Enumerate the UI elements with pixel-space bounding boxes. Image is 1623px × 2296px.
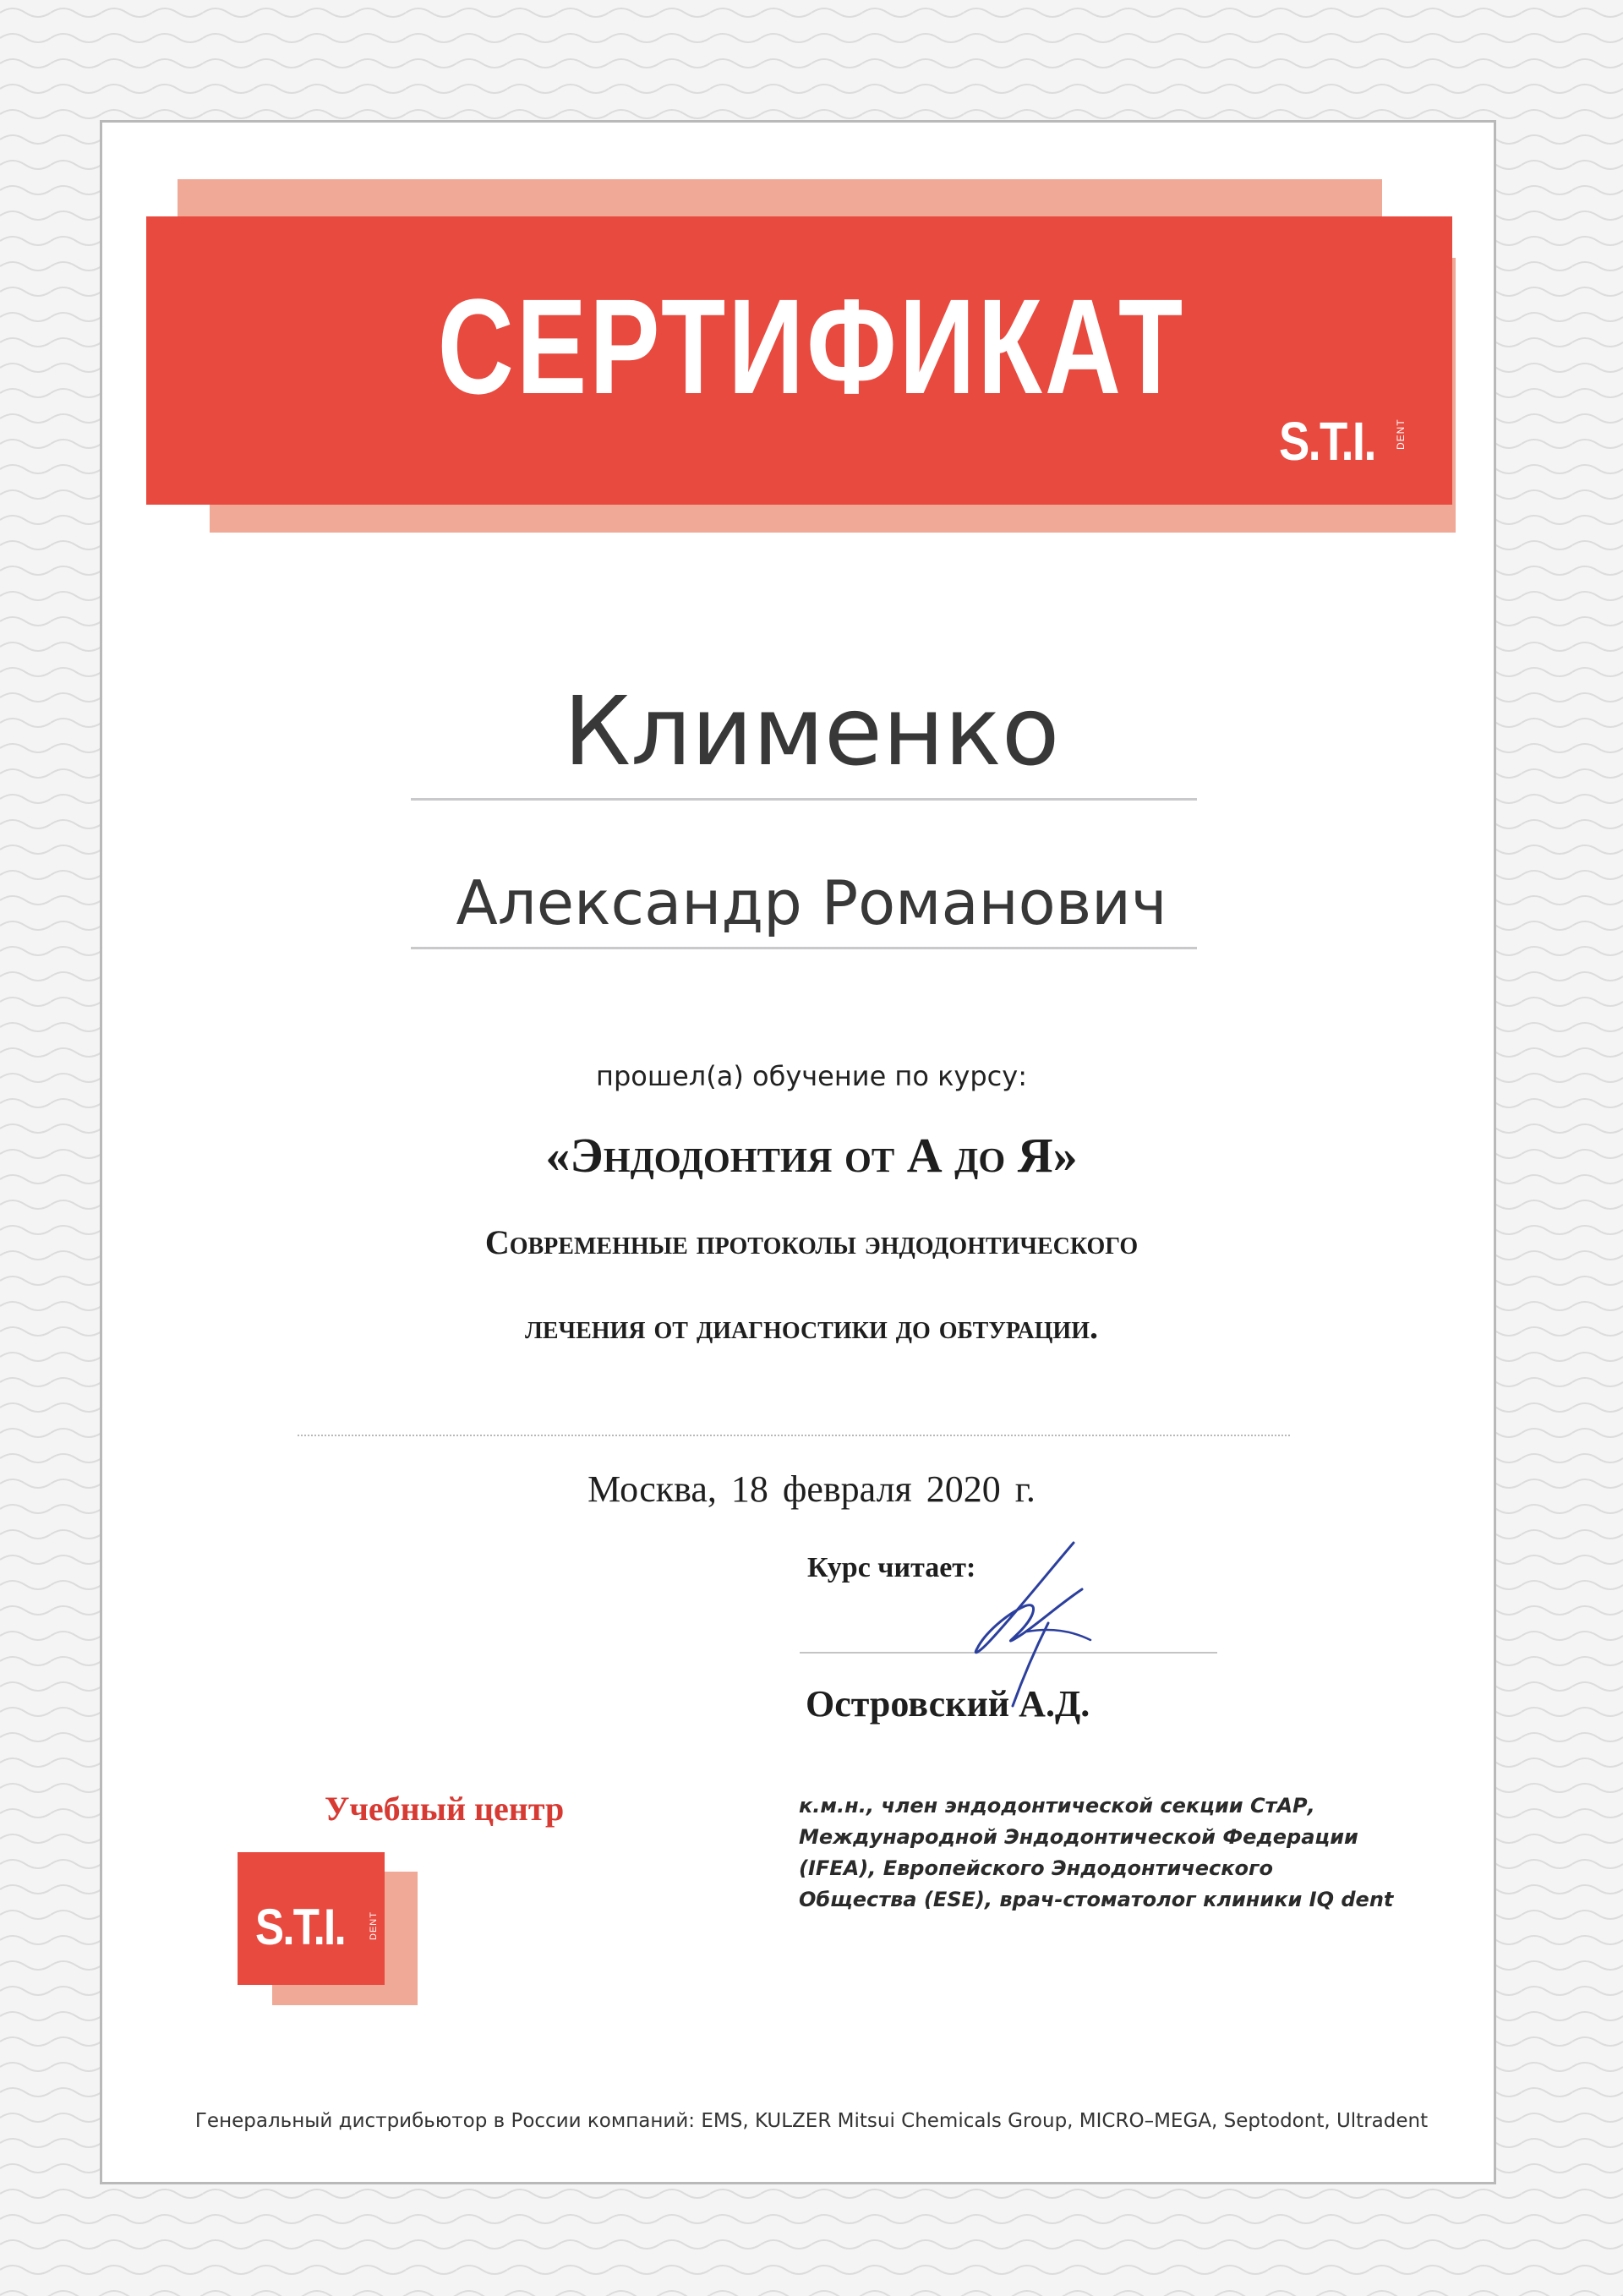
lecturer-name: Островский А.Д. — [806, 1683, 1090, 1725]
banner-logo-dent: DENT — [1395, 418, 1407, 450]
lecturer-label: Курс читает: — [807, 1552, 976, 1583]
credentials-line: к.м.н., член эндодонтической секции СтАР, — [799, 1794, 1315, 1818]
first-names-underline — [411, 947, 1197, 949]
credentials-line: (IFEA), Европейского Эндодонтического — [799, 1856, 1274, 1880]
course-divider — [298, 1435, 1290, 1436]
course-title: «Эндодонтия от А до Я» — [545, 1128, 1078, 1183]
course-intro: прошел(а) обучение по курсу: — [596, 1060, 1027, 1092]
banner-logo: S.T.I. — [1279, 411, 1375, 472]
center-logo-dent: DENT — [369, 1911, 379, 1940]
recipient-last-name: Клименко — [563, 677, 1060, 787]
course-subtitle-line2: лечения от диагностики до обтурации. — [524, 1308, 1098, 1346]
place-and-date: Москва, 18 февраля 2020 г. — [587, 1468, 1036, 1510]
training-center-label: Учебный центр — [325, 1790, 565, 1828]
certificate-title: СЕРТИФИКАТ — [437, 271, 1186, 422]
credentials-line: Международной Эндодонтической Федерации — [799, 1825, 1358, 1849]
course-subtitle-line1: Современные протоколы эндодонтического — [484, 1223, 1139, 1261]
footer-distributor-note: Генеральный дистрибьютор в России компаний: EMS, KULZER Mitsui Chemicals Group, MICRO–MEGA, Septodont, Ultradent — [194, 2110, 1429, 2132]
lecturer-credentials — [799, 1790, 1407, 1916]
recipient-first-names: Александр Романович — [456, 867, 1167, 938]
credentials-line: Общества (ESE), врач-стоматолог клиники IQ dent — [799, 1888, 1394, 1911]
center-logo: S.T.I. — [255, 1899, 345, 1955]
last-name-underline — [411, 798, 1197, 801]
